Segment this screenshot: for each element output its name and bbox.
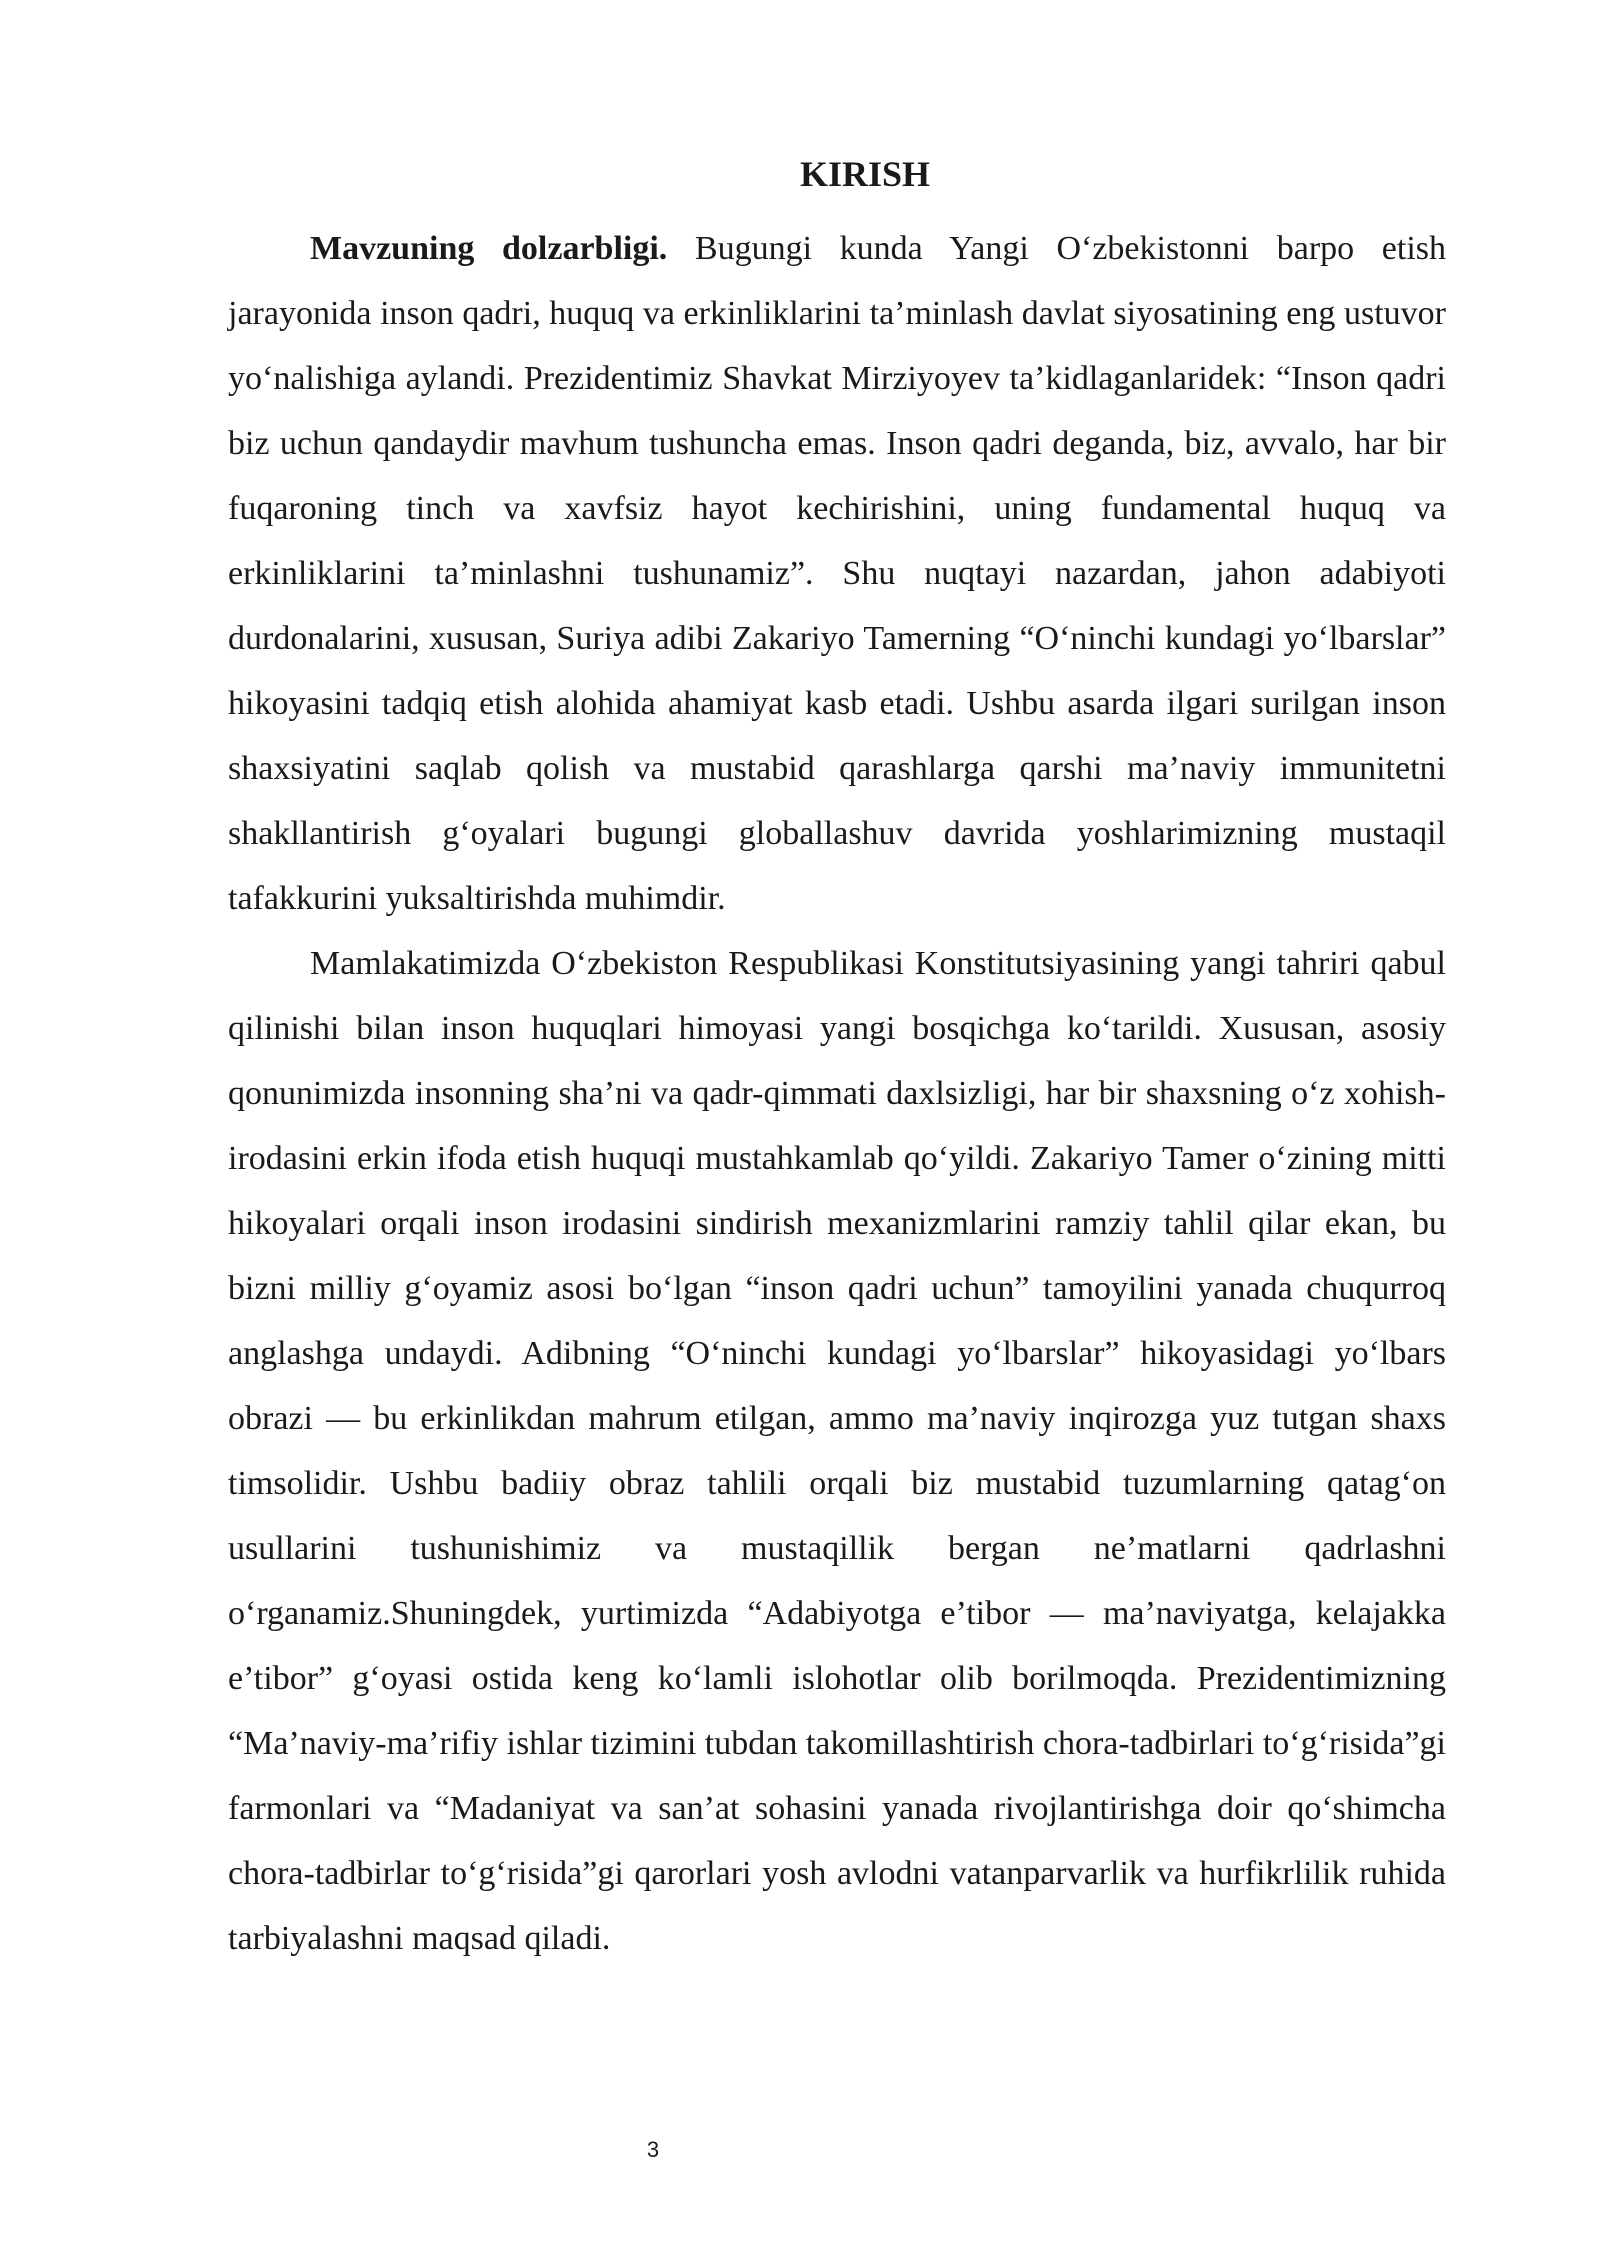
paragraph-lead: Mavzuning dolzarbligi. xyxy=(310,230,668,267)
section-heading: KIRISH xyxy=(799,154,931,194)
paragraph-constitution xyxy=(228,931,1446,1971)
body-text xyxy=(228,216,1446,1971)
paragraph-text: Bugungi kunda Yangi O‘zbekistonni barpo etish jarayonida inson qadri, huquq va erkinliklarini ta’minlash davlat siyosatining eng ustuvor yo‘nalishiga aylandi. Prezidentimiz Shavkat Mirziyoyev ta’kidlaganlaridek: “Inson qadri biz uchun qandaydir mavhum tushuncha emas. Inson qadri deganda, biz, avvalo, har bir fuqaroning tinch va xavfsiz hayot kechirishini, uning fundamental huquq va erkinliklarini ta’minlashni tushunamiz”. Shu nuqtayi nazardan, jahon adabiyoti durdonalarini, xususan, Suriya adibi Zakariyo Tamerning “O‘ninchi kundagi yo‘lbarslar” hikoyasini tadqiq etish alohida ahamiyat kasb etadi. Ushbu asarda ilgari surilgan inson shaxsiyatini saqlab qolish va mustabid qarashlarga qarshi ma’naviy immunitetni shakllantirish g‘oyalari bugungi globallashuv davrida yoshlarimizning mustaqil tafakkurini yuksaltirishda muhimdir. xyxy=(228,230,1446,917)
paragraph-relevance xyxy=(228,216,1446,931)
page-number: 3 xyxy=(646,2137,660,2162)
paragraph-text: Mamlakatimizda O‘zbekiston Respublikasi Konstitutsiyasining yangi tahriri qabul qilinishi bilan inson huquqlari himoyasi yangi bosqichga ko‘tarildi. Xususan, asosiy qonunimizda insonning sha’ni va qadr-qimmati daxlsizligi, har bir shaxsning o‘z xohish-irodasini erkin ifoda etish huquqi mustahkamlab qo‘yildi. Zakariyo Tamer o‘zining mitti hikoyalari orqali inson irodasini sindirish mexanizmlarini ramziy tahlil qilar ekan, bu bizni milliy g‘oyamiz asosi bo‘lgan “inson qadri uchun” tamoyilini yanada chuqurroq anglashga undaydi. Adibning “O‘ninchi kundagi yo‘lbarslar” hikoyasidagi yo‘lbars obrazi — bu erkinlikdan mahrum etilgan, ammo ma’naviy inqirozga yuz tutgan shaxs timsolidir. Ushbu badiiy obraz tahlili orqali biz mustabid tuzumlarning qatag‘on usullarini tushunishimiz va mustaqillik bergan ne’matlarni qadrlashni o‘rganamiz.Shuningdek, yurtimizda “Adabiyotga e’tibor — ma’naviyatga, kelajakka e’tibor” g‘oyasi ostida keng ko‘lamli islohotlar olib borilmoqda. Prezidentimizning “Ma’naviy-ma’rifiy ishlar tizimini tubdan takomillashtirish chora-tadbirlari to‘g‘risida”gi farmonlari va “Madaniyat va san’at sohasini yanada rivojlantirishga doir qo‘shimcha chora-tadbirlar to‘g‘risida”gi qarorlari yosh avlodni vatanparvarlik va hurfikrlilik ruhida tarbiyalashni maqsad qiladi. xyxy=(228,945,1446,1957)
